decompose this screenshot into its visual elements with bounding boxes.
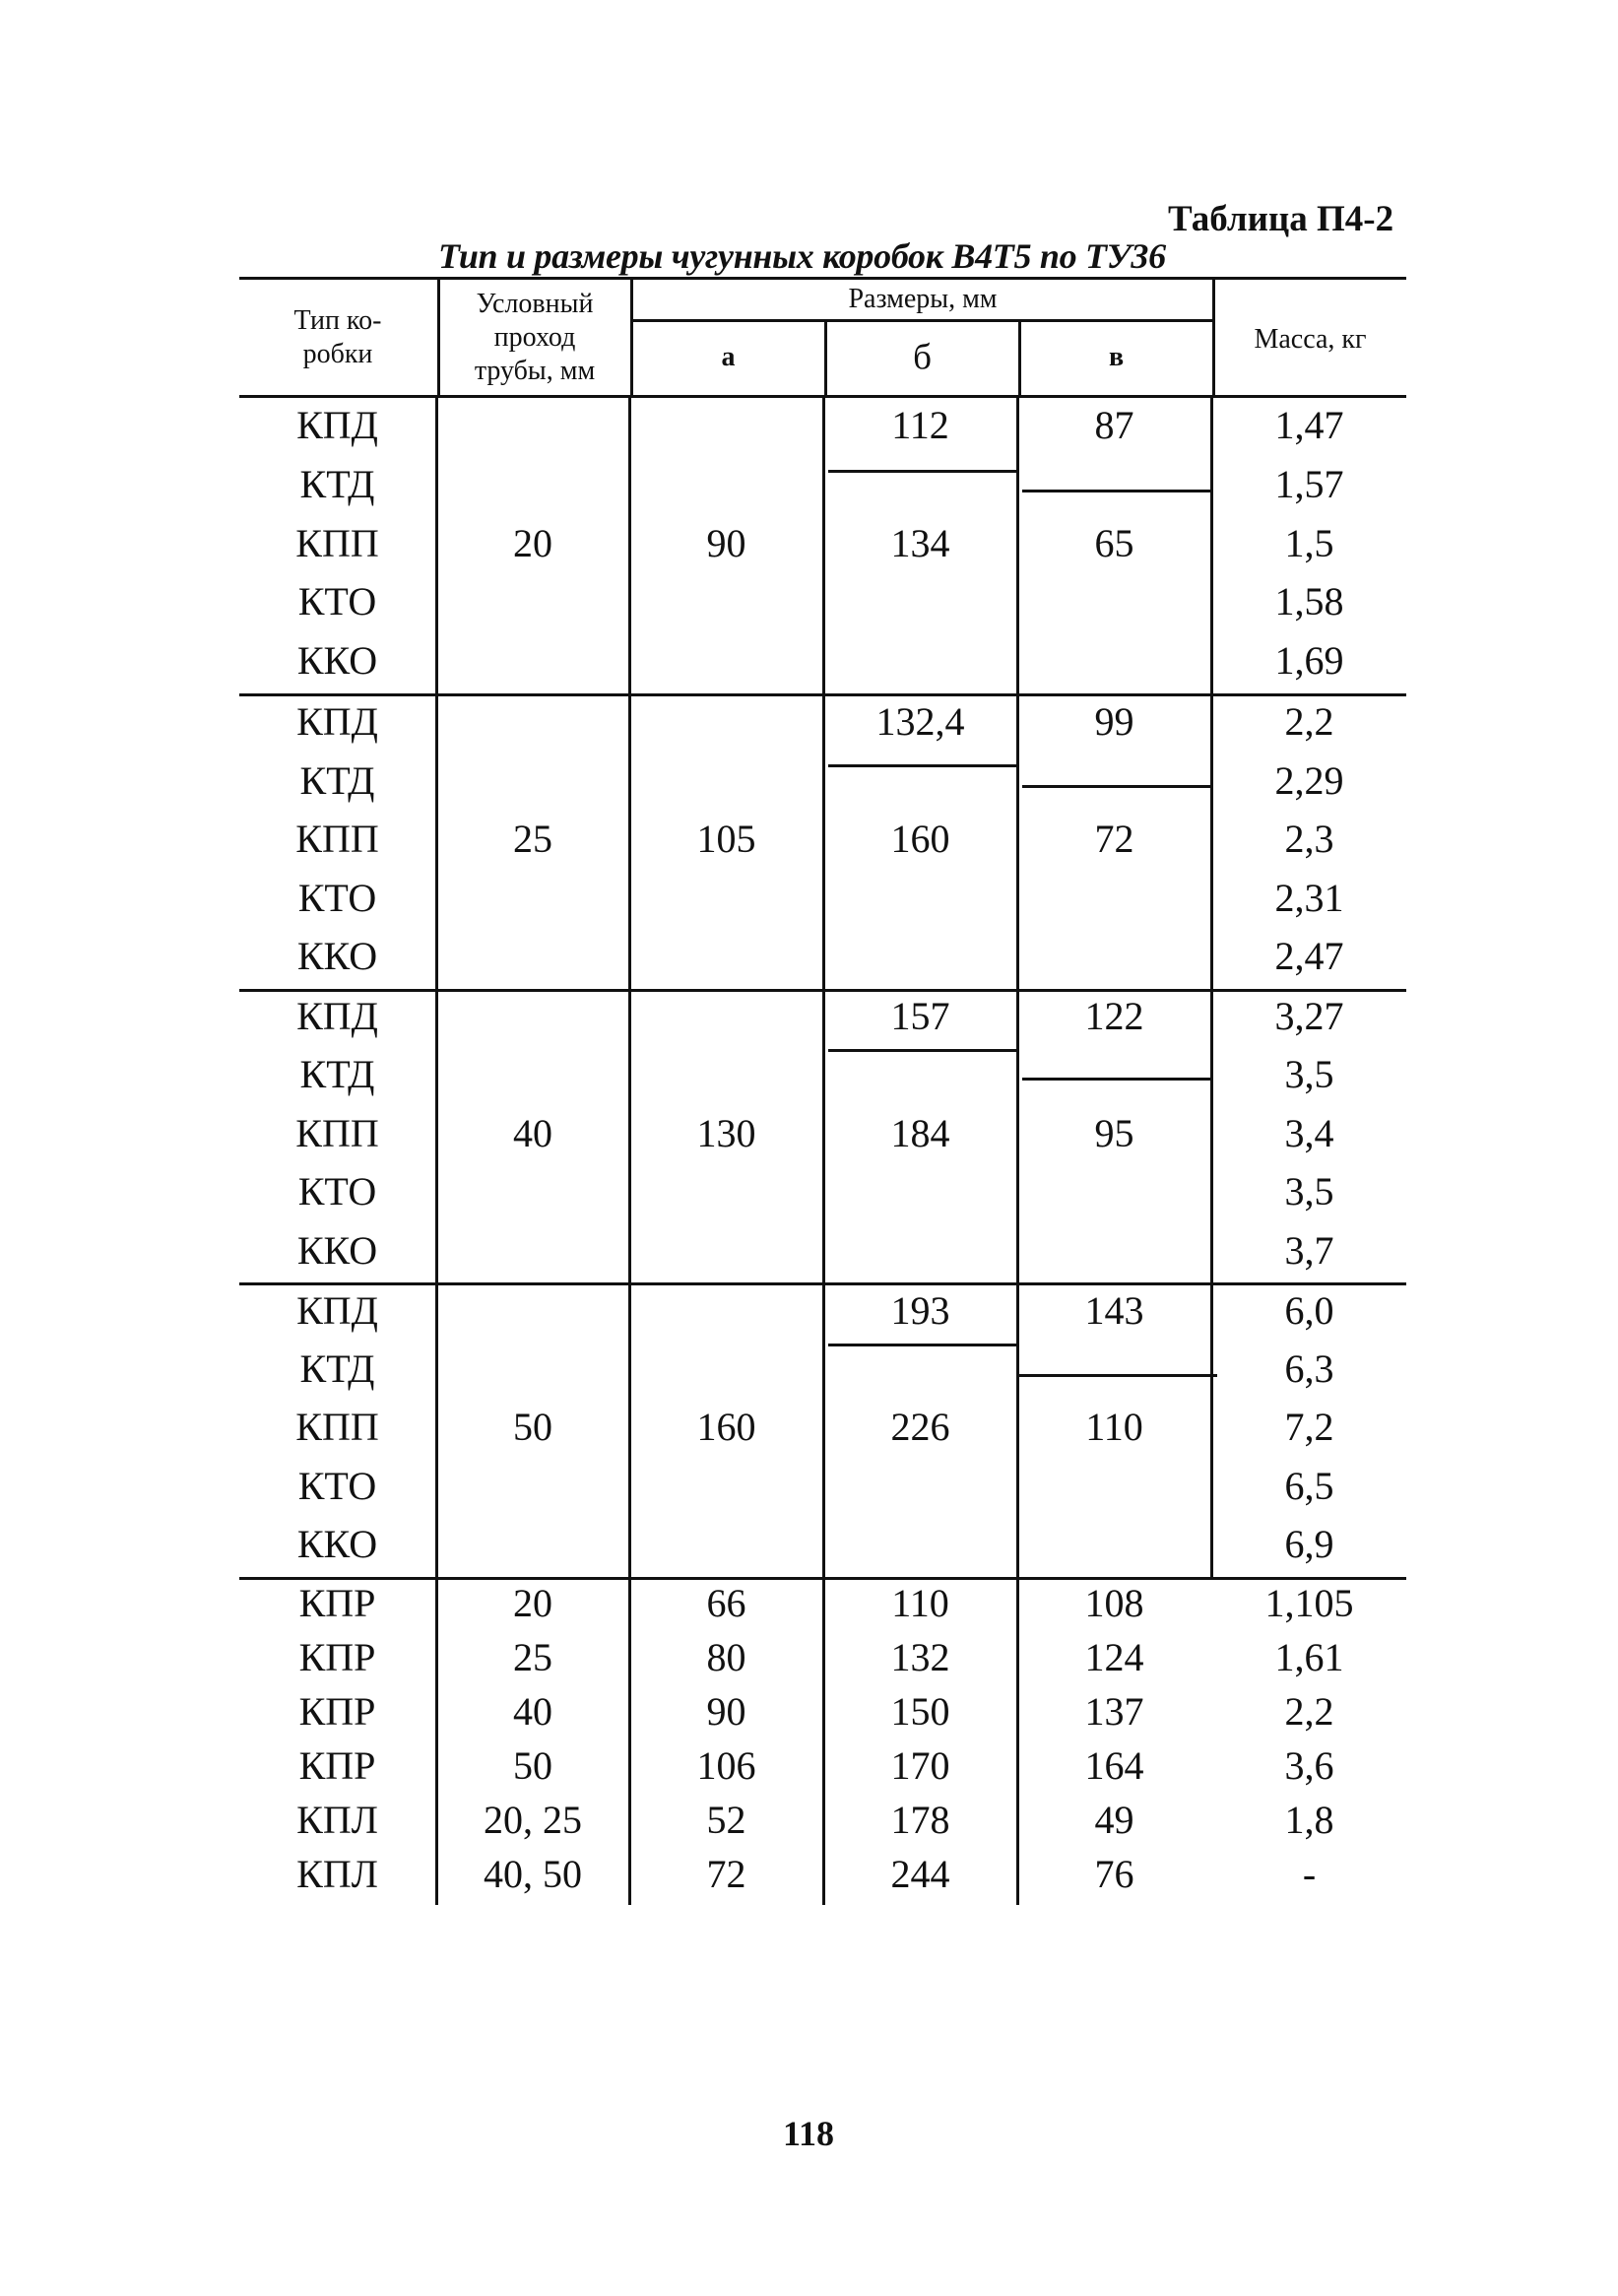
type-cell: КПР [298, 1743, 376, 1788]
dimension-v-cell: 110 [1085, 1405, 1143, 1449]
diameter-cell: 40 [513, 1689, 552, 1734]
mass-cell: 1,69 [1274, 638, 1344, 683]
diameter-cell: 40 [513, 1111, 552, 1155]
dimension-v-sub-rule [1022, 785, 1211, 788]
mass-cell: 1,47 [1274, 403, 1344, 447]
dimension-v-cell: 65 [1094, 521, 1134, 565]
dimension-a-cell: 105 [696, 817, 756, 861]
diameter-cell: 20, 25 [484, 1798, 582, 1842]
dimension-b-cell: 110 [891, 1581, 949, 1625]
diameter-cell: 20 [513, 521, 552, 565]
mass-cell: 3,5 [1284, 1169, 1334, 1214]
type-cell: ККО [296, 1228, 378, 1273]
mass-cell: 6,9 [1284, 1522, 1334, 1566]
mass-cell: 1,58 [1274, 579, 1344, 623]
dimension-v-cell: 108 [1084, 1581, 1144, 1625]
type-cell: КПР [298, 1635, 376, 1679]
type-cell: КТО [297, 1169, 377, 1214]
mass-cell: 6,5 [1284, 1464, 1334, 1508]
dimension-a-cell: 52 [706, 1798, 746, 1842]
header-dimensions: Размеры, мм [848, 283, 998, 314]
header-dimension-a: а [721, 341, 736, 372]
dimension-b-cell: 184 [890, 1111, 950, 1155]
page-number: 118 [782, 2114, 834, 2153]
dimension-b-cell: 226 [890, 1405, 950, 1449]
dimension-b-cell: 244 [890, 1852, 950, 1896]
dimension-v-sub-rule [1018, 1374, 1217, 1377]
diameter-cell: 50 [513, 1405, 552, 1449]
mass-cell: 2,2 [1284, 699, 1334, 744]
dimension-a-cell: 130 [696, 1111, 756, 1155]
dimension-b-sub-rule [828, 1344, 1017, 1346]
table-title: Тип и размеры чугунных коробок В4Т5 по ТУ36 [438, 236, 1166, 276]
type-cell: КПЛ [296, 1852, 378, 1896]
dimension-v-cell: 76 [1094, 1852, 1134, 1896]
mass-cell: 7,2 [1284, 1405, 1334, 1449]
dimension-v-sub-rule [1022, 490, 1211, 492]
dimension-a-cell: 160 [696, 1405, 756, 1449]
header-dimension-v: в [1108, 341, 1125, 372]
diameter-cell: 25 [513, 1635, 552, 1679]
dimension-v-sub-rule [1022, 1078, 1211, 1081]
header-mass: Масса, кг [1254, 323, 1367, 355]
mass-cell: 1,5 [1284, 521, 1334, 565]
mass-cell: 2,29 [1274, 758, 1344, 803]
mass-cell: 6,3 [1284, 1346, 1334, 1391]
diameter-cell: 25 [513, 817, 552, 861]
dimension-v-top-cell: 122 [1084, 994, 1144, 1038]
type-cell: ККО [296, 638, 378, 683]
mass-cell: 2,31 [1274, 876, 1344, 920]
mass-cell: 1,61 [1274, 1635, 1344, 1679]
dimension-b-cell: 178 [890, 1798, 950, 1842]
dimension-a-cell: 80 [706, 1635, 746, 1679]
header-diameter: Условный проход трубы, мм [474, 288, 596, 387]
header-dimension-b: б [913, 337, 932, 378]
type-cell: КПД [296, 1288, 378, 1333]
type-cell: КПР [298, 1581, 376, 1625]
mass-cell: 1,57 [1274, 462, 1344, 506]
dimension-b-sub-rule [828, 764, 1017, 767]
table-label: Таблица П4-2 [1168, 199, 1394, 239]
dimension-a-cell: 90 [706, 1689, 746, 1734]
diameter-cell: 50 [513, 1743, 552, 1788]
type-cell: КПД [296, 699, 378, 744]
table-top-rule [239, 277, 1406, 280]
dimension-b-sub-rule [828, 1049, 1017, 1052]
type-cell: КПД [296, 403, 378, 447]
type-cell: КПП [295, 1111, 379, 1155]
dimension-b-cell: 150 [890, 1689, 950, 1734]
column-divider [1210, 398, 1213, 1580]
dimension-a-cell: 66 [706, 1581, 746, 1625]
dimension-b-cell: 160 [890, 817, 950, 861]
dimension-b-sub-rule [828, 470, 1017, 473]
diameter-cell: 20 [513, 1581, 552, 1625]
dimension-v-cell: 137 [1084, 1689, 1144, 1734]
mass-cell: 3,5 [1284, 1052, 1334, 1096]
mass-cell: 6,0 [1284, 1288, 1334, 1333]
dimension-b-cell: 134 [890, 521, 950, 565]
type-cell: КПЛ [296, 1798, 378, 1842]
dimension-v-cell: 72 [1094, 817, 1134, 861]
type-cell: КТО [297, 579, 377, 623]
mass-cell: 2,3 [1284, 817, 1334, 861]
mass-cell: 3,6 [1284, 1743, 1334, 1788]
type-cell: КПД [296, 994, 378, 1038]
dimension-v-top-cell: 143 [1084, 1288, 1144, 1333]
dimension-b-top-cell: 112 [891, 403, 949, 447]
mass-cell: 2,2 [1284, 1689, 1334, 1734]
dimension-v-cell: 124 [1084, 1635, 1144, 1679]
mass-cell: - [1302, 1852, 1317, 1896]
type-cell: КПР [298, 1689, 376, 1734]
type-cell: КТО [297, 1464, 377, 1508]
type-cell: КТО [297, 876, 377, 920]
dimension-b-top-cell: 157 [890, 994, 950, 1038]
dimension-v-cell: 164 [1084, 1743, 1144, 1788]
header-type: Тип ко- робки [293, 304, 382, 369]
type-cell: КТД [299, 758, 375, 803]
type-cell: ККО [296, 1522, 378, 1566]
mass-cell: 1,8 [1284, 1798, 1334, 1842]
type-cell: КПП [295, 817, 379, 861]
dimension-v-cell: 49 [1094, 1798, 1134, 1842]
mass-cell: 1,105 [1264, 1581, 1354, 1625]
dimension-v-top-cell: 99 [1094, 699, 1134, 744]
dimension-a-cell: 106 [696, 1743, 756, 1788]
type-cell: КПП [295, 1405, 379, 1449]
dimension-b-top-cell: 132,4 [875, 699, 965, 744]
dimension-v-top-cell: 87 [1094, 403, 1134, 447]
diameter-cell: 40, 50 [484, 1852, 582, 1896]
dimension-b-cell: 132 [890, 1635, 950, 1679]
dimension-a-cell: 90 [706, 521, 746, 565]
dimensions-header-rule [631, 319, 1214, 322]
type-cell: КПП [295, 521, 379, 565]
dimension-b-top-cell: 193 [890, 1288, 950, 1333]
mass-cell: 3,7 [1284, 1228, 1334, 1273]
mass-cell: 3,4 [1284, 1111, 1334, 1155]
mass-cell: 2,47 [1274, 934, 1344, 978]
dimension-v-cell: 95 [1094, 1111, 1134, 1155]
type-cell: КТД [299, 1052, 375, 1096]
dimension-a-cell: 72 [706, 1852, 746, 1896]
type-cell: ККО [296, 934, 378, 978]
mass-cell: 3,27 [1274, 994, 1344, 1038]
type-cell: КТД [299, 1346, 375, 1391]
type-cell: КТД [299, 462, 375, 506]
dimension-b-cell: 170 [890, 1743, 950, 1788]
